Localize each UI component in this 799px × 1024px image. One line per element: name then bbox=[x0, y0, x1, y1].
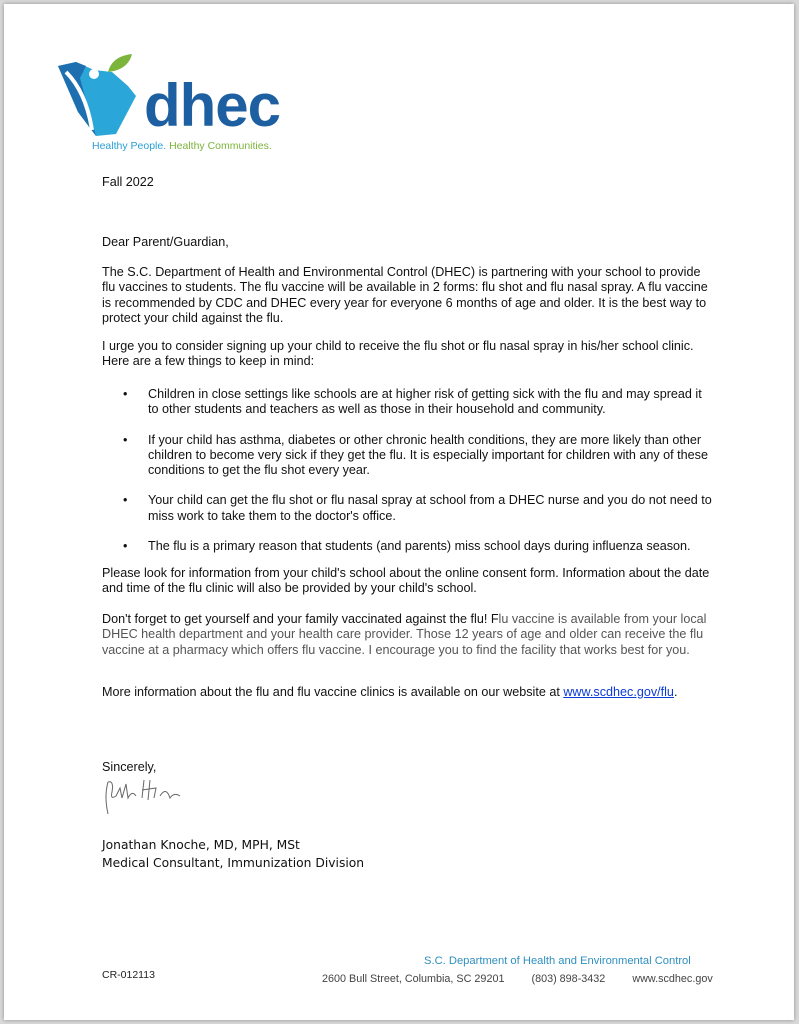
footer-phone: (803) 898-3432 bbox=[531, 973, 606, 985]
key-points-list bbox=[102, 387, 714, 569]
document-code: CR-012113 bbox=[102, 969, 155, 981]
footer-contact bbox=[322, 973, 713, 985]
paragraph-more-info: More information about the flu and flu vaccine clinics is available on our website at www.scdhec.gov/flu. bbox=[102, 685, 678, 699]
list-item: • If your child has asthma, diabetes or other chronic health conditions, they are more likely than other children to become very sick if they get the flu. It is especially important for children with any of these conditions to get the flu shot every year. bbox=[123, 432, 708, 478]
footer-org-name: S.C. Department of Health and Environmental Control bbox=[424, 955, 691, 967]
sc-state-leaf-icon bbox=[56, 52, 146, 137]
letter-salutation: Dear Parent/Guardian, bbox=[102, 235, 229, 249]
list-item: • Children in close settings like schools are at higher risk of getting sick with the flu and may spread it to other students and teachers as well as those in their household and community. bbox=[123, 387, 702, 417]
signer-title: Medical Consultant, Immunization Division bbox=[102, 856, 365, 870]
list-item: • The flu is a primary reason that students (and parents) miss school days during influenza season. bbox=[123, 539, 691, 554]
list-item: • Your child can get the flu shot or flu nasal spray at school from a DHEC nurse and you do not need to miss work to take them to the doctor's office. bbox=[123, 493, 712, 523]
dhec-logo bbox=[56, 52, 286, 157]
letter-page bbox=[4, 4, 794, 1020]
paragraph-consent: Please look for information from your child's school about the online consent form. Information about the date and time of the flu clinic will also be provided by your child's school. bbox=[102, 566, 710, 596]
website-link[interactable]: www.scdhec.gov/flu bbox=[563, 685, 674, 699]
letter-date: Fall 2022 bbox=[102, 175, 154, 189]
signature-image bbox=[100, 776, 190, 816]
paragraph-family: Don't forget to get yourself and your family vaccinated against the flu! Flu vaccine is available from your local DHEC health department and your health care provider. Those 12 years of age and older can receive the flu vaccine at a pharmacy which offers flu vaccine. I encourage you to find the facility that works best for you. bbox=[102, 612, 707, 657]
logo-wordmark: dhec bbox=[144, 72, 281, 139]
closing: Sincerely, bbox=[102, 760, 157, 774]
logo-tagline: Healthy People. Healthy Communities. bbox=[92, 140, 272, 152]
paragraph-urge: I urge you to consider signing up your child to receive the flu shot or flu nasal spray in his/her school clinic. Here are a few things to keep in mind: bbox=[102, 339, 694, 369]
paragraph-intro: The S.C. Department of Health and Environmental Control (DHEC) is partnering with your school to provide flu vaccines to students. The flu vaccine will be available in 2 forms: flu shot and flu nasal spray. A flu vaccine is recommended by CDC and DHEC every year for everyone 6 months of age and older. It is the best way to protect your child against the flu. bbox=[102, 265, 708, 325]
footer-address: 2600 Bull Street, Columbia, SC 29201 bbox=[322, 973, 505, 985]
footer-website: www.scdhec.gov bbox=[632, 973, 713, 985]
signer-name: Jonathan Knoche, MD, MPH, MSt bbox=[102, 838, 300, 852]
